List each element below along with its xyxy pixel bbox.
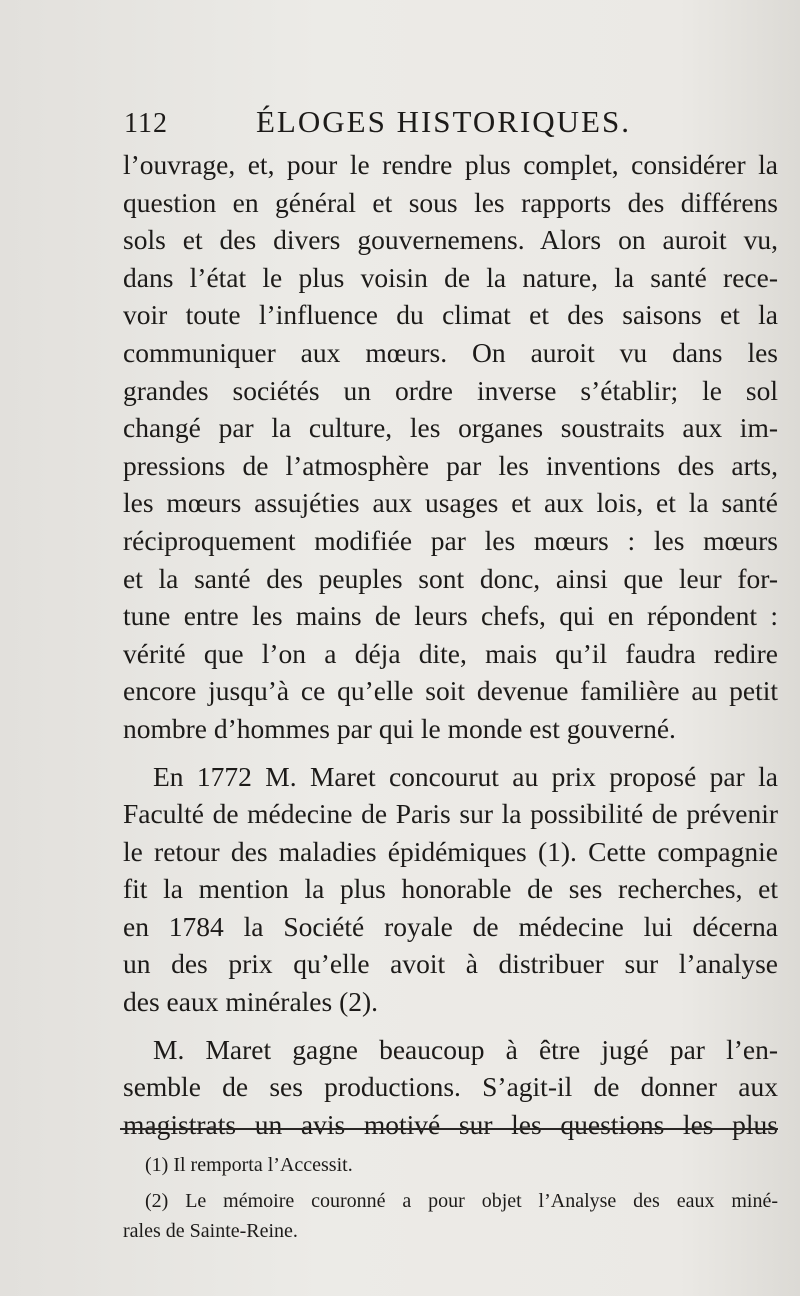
footnote-2 <box>123 1186 778 1246</box>
text-line: Faculté de médecine de Paris sur la possibilité de prévenir <box>123 798 778 830</box>
footnote-divider <box>120 1128 778 1130</box>
footnote-line: rales de Sainte-Reine. <box>123 1220 298 1242</box>
text-line: dans l’état le plus voisin de la nature, la santé rece- <box>123 261 778 293</box>
text-line: encore jusqu’à ce qu’elle soit devenue familière au petit <box>123 675 778 707</box>
running-title: ÉLOGES HISTORIQUES. <box>256 104 631 139</box>
footnote-line: (2) Le mémoire couronné a pour objet l’Analyse des eaux miné- <box>145 1190 778 1212</box>
text-line: question en général et sous les rapports des différens <box>123 186 778 218</box>
text-line: l’ouvrage, et, pour le rendre plus complet, considérer la <box>123 149 778 180</box>
text-line: grandes sociétés un ordre inverse s’établir; le sol <box>123 374 778 406</box>
text-line: pressions de l’atmosphère par les inventions des arts, <box>123 449 778 481</box>
footnote-1 <box>123 1150 778 1180</box>
text-line: tune entre les mains de leurs chefs, qui en répondent : <box>123 600 778 632</box>
text-line: changé par la culture, les organes soustraits aux im- <box>123 412 778 444</box>
text-line: fit la mention la plus honorable de ses recherches, et <box>123 873 778 905</box>
text-line: magistrats un avis motivé sur les questions les plus <box>123 1108 778 1140</box>
paragraph-2 <box>123 758 778 1021</box>
text-line: le retour des maladies épidémiques (1). Cette compagnie <box>123 835 778 867</box>
footnotes <box>123 1150 778 1252</box>
text-line: des eaux minérales (2). <box>123 986 379 1018</box>
page-header <box>124 104 664 144</box>
paragraph-3 <box>123 1031 778 1144</box>
text-line: M. Maret gagne beaucoup à être jugé par l’en- <box>153 1033 778 1065</box>
text-line: et la santé des peuples sont donc, ainsi que leur for- <box>123 562 778 594</box>
text-line: nombre d’hommes par qui le monde est gouverné. <box>123 712 676 744</box>
paragraph-1 <box>123 146 778 748</box>
text-line: communiquer aux mœurs. On auroit vu dans les <box>123 336 778 368</box>
text-line: semble de ses productions. S’agit-il de donner aux <box>123 1071 778 1103</box>
footnote-line: (1) Il remporta l’Accessit. <box>145 1154 353 1176</box>
text-line: sols et des divers gouvernemens. Alors on auroit vu, <box>123 224 778 256</box>
body-text <box>123 146 778 1143</box>
text-line: réciproquement modifiée par les mœurs : les mœurs <box>123 524 778 556</box>
page-number: 112 <box>124 108 168 139</box>
text-line: les mœurs assujéties aux usages et aux lois, et la santé <box>123 487 778 519</box>
text-line: vérité que l’on a déja dite, mais qu’il faudra redire <box>123 637 778 669</box>
text-line: voir toute l’influence du climat et des saisons et la <box>123 299 778 331</box>
text-line: en 1784 la Société royale de médecine lui décerna <box>123 910 778 942</box>
text-line: En 1772 M. Maret concourut au prix proposé par la <box>153 760 778 792</box>
text-line: un des prix qu’elle avoit à distribuer sur l’analyse <box>123 948 778 980</box>
